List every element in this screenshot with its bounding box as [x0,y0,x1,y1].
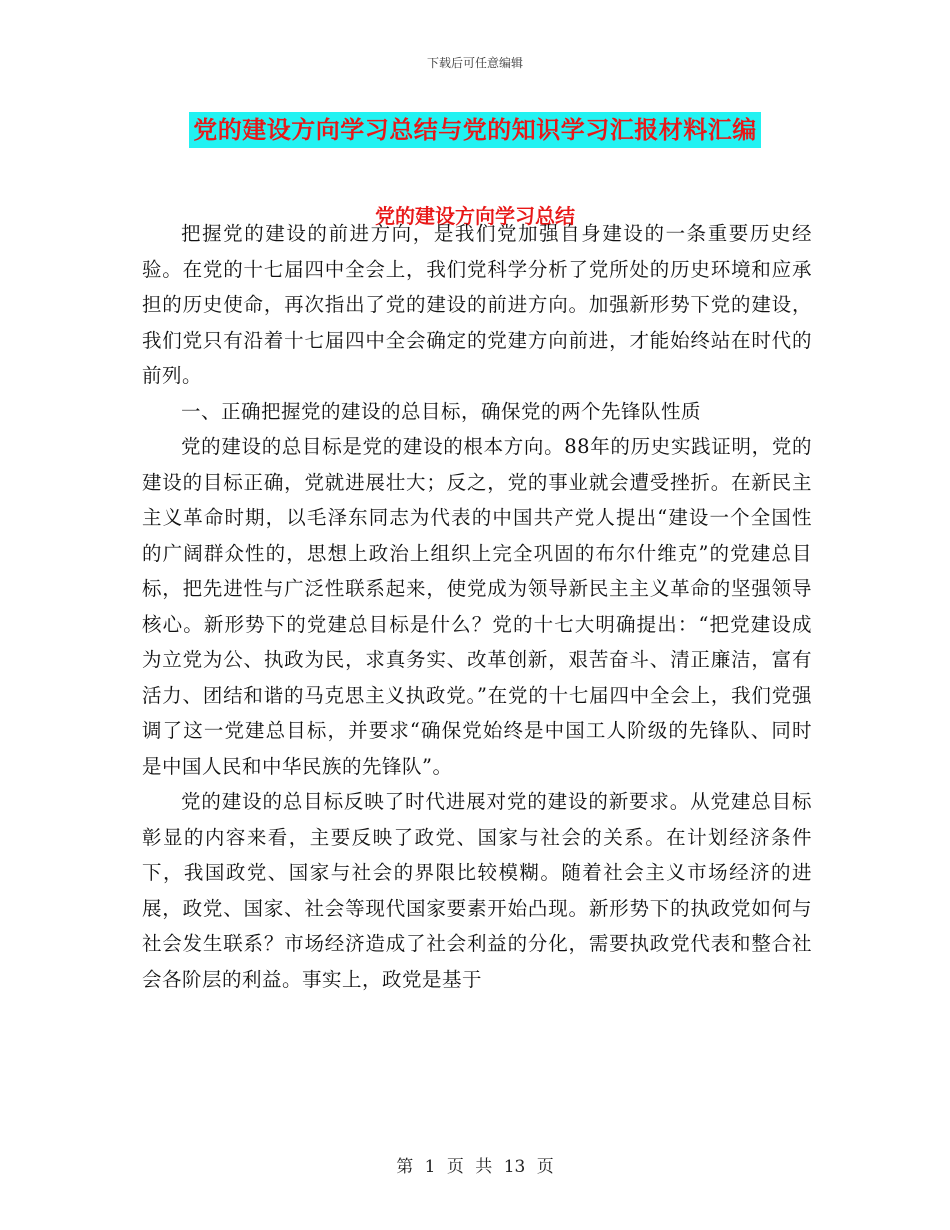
document-title-container [0,112,950,148]
paragraph: 党的建设的总目标反映了时代进展对党的建设的新要求。从党建总目标彰显的内容来看，主要反映了政党、国家与社会的关系。在计划经济条件下，我国政党、国家与社会的界限比较模糊。随着社会主义市场经济的进展，政党、国家、社会等现代国家要素开始凸现。新形势下的执政党如何与社会发生联系？市场经济造成了社会利益的分化，需要执政党代表和整合社会各阶层的利益。事实上，政党是基于 [142,790,812,991]
header-note: 下载后可任意编辑 [426,56,523,70]
document-title: 党的建设方向学习总结与党的知识学习汇报材料汇编 [189,112,761,148]
paragraph: 党的建设的总目标是党的建设的根本方向。88年的历史实践证明，党的建设的目标正确，党就进展壮大；反之，党的事业就会遭受挫折。在新民主主义革命时期，以毛泽东同志为代表的中国共产党人提出“建设一个全国性的广阔群众性的，思想上政治上组织上完全巩固的布尔什维克”的党建总目标，把先进性与广泛性联系起来，使党成为领导新民主主义革命的坚强领导核心。新形势下的党建总目标是什么？党的十七大明确提出：“把党建设成为立党为公、执政为民，求真务实、改革创新，艰苦奋斗、清正廉洁，富有活力、团结和谐的马克思主义执政党。”在党的十七届四中全会上，我们党强调了这一党建总目标，并要求“确保党始终是中国工人阶级的先锋队、同时是中国人民和中华民族的先锋队”。 [142,435,812,778]
section-title: 党的建设方向学习总结 [375,204,575,228]
page-footer: 第 1 页 共 13 页 [396,1157,554,1177]
paragraph: 一、正确把握党的建设的总目标，确保党的两个先锋队性质 [181,399,702,423]
body-text [142,216,812,997]
paragraph: 把握党的建设的前进方向，是我们党加强自身建设的一条重要历史经验。在党的十七届四中全会上，我们党科学分析了党所处的历史环境和应承担的历史使命，再次指出了党的建设的前进方向。加强新形势下党的建设，我们党只有沿着十七届四中全会确定的党建方向前进，才能始终站在时代的前列。 [142,222,812,387]
